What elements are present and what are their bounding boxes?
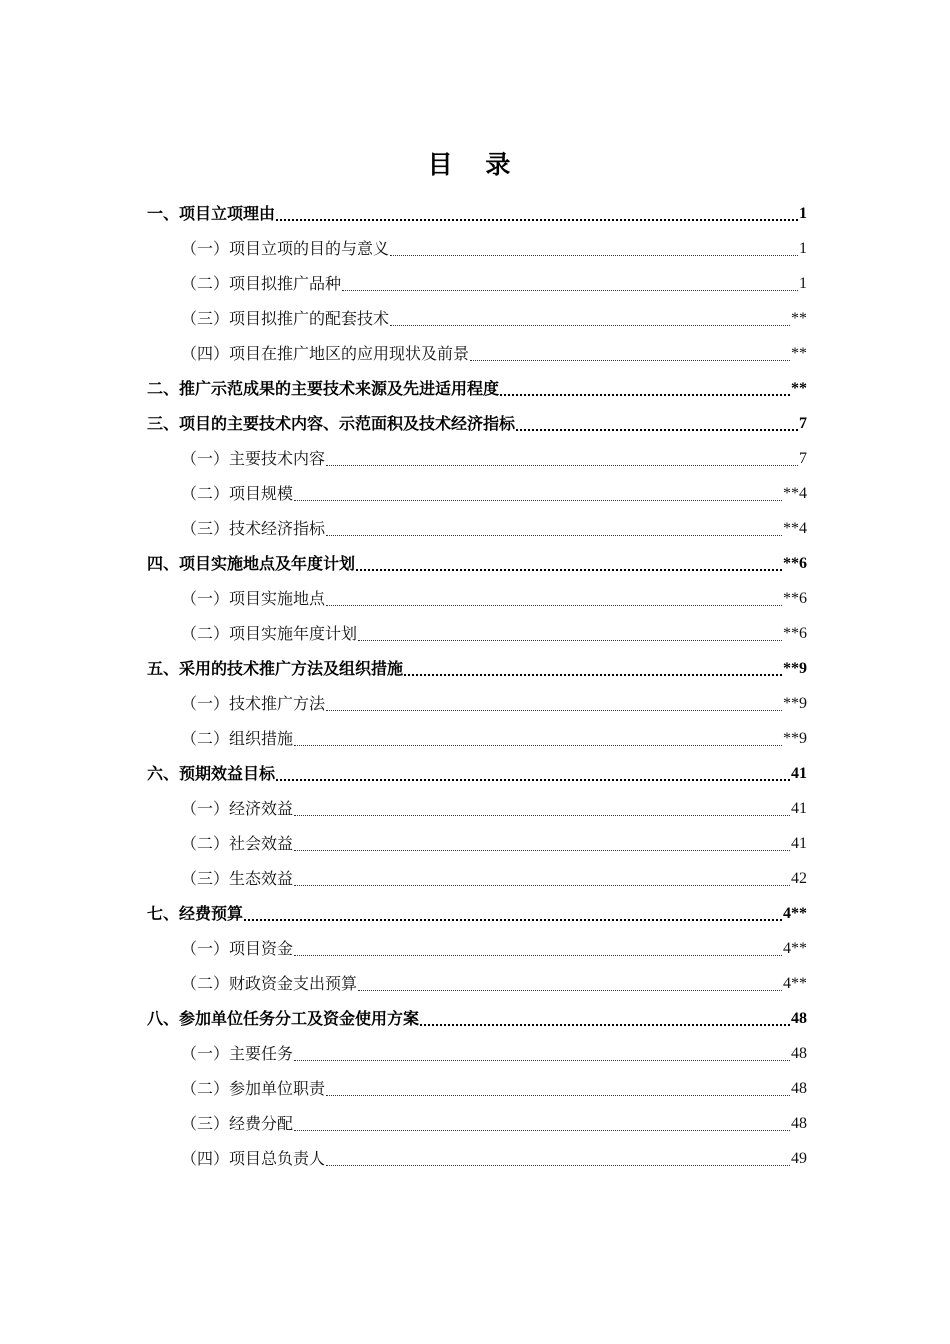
toc-entry-label: （一）主要技术内容 [181,449,326,468]
dot-leader [294,731,782,746]
dot-leader [420,1010,790,1026]
toc-subsection-entry[interactable] [147,854,807,889]
dot-leader [326,696,782,711]
toc-entry-page-number: 48 [791,1115,807,1132]
toc-entry-label: （二）参加单位职责 [181,1079,326,1098]
dot-leader [276,205,798,221]
toc-entry-label: （一）项目资金 [181,939,294,958]
toc-entry-label: （一）主要任务 [181,1044,294,1063]
toc-section-entry[interactable] [147,539,807,574]
dot-leader [326,451,798,466]
toc-entry-page-number: 41 [791,800,807,817]
toc-entry-page-number: **6 [783,625,807,642]
toc-subsection-entry[interactable] [147,259,807,294]
toc-subsection-entry[interactable] [147,784,807,819]
dot-leader [276,765,790,781]
toc-entry-page-number: 42 [791,870,807,887]
toc-entry-page-number: 4** [783,905,807,922]
toc-entry-page-number: 1 [799,240,807,257]
toc-subsection-entry[interactable] [147,329,807,364]
dot-leader [326,591,782,606]
dot-leader [500,380,790,396]
dot-leader [294,836,790,851]
toc-subsection-entry[interactable] [147,1099,807,1134]
toc-entry-page-number: 48 [791,1045,807,1062]
toc-entry-label: 八、参加单位任务分工及资金使用方案 [147,1009,420,1028]
toc-entry-label: 七、经费预算 [147,904,244,923]
dot-leader [326,1081,790,1096]
toc-subsection-entry[interactable] [147,924,807,959]
toc-entry-page-number: 4** [783,940,807,957]
dot-leader [390,241,798,256]
toc-entry-label: （二）社会效益 [181,834,294,853]
toc-entry-label: （一）技术推广方法 [181,694,326,713]
toc-entry-page-number: **6 [783,555,807,572]
dot-leader [516,415,798,431]
toc-entry-label: （二）项目拟推广品种 [181,274,342,293]
toc-entry-page-number: 7 [799,415,807,432]
toc-entry-page-number: ** [791,380,807,397]
toc-section-entry[interactable] [147,644,807,679]
toc-subsection-entry[interactable] [147,1029,807,1064]
toc-entry-page-number: 7 [799,450,807,467]
table-of-contents [147,189,807,1169]
toc-entry-label: 一、项目立项理由 [147,204,276,223]
toc-entry-label: （三）技术经济指标 [181,519,326,538]
toc-subsection-entry[interactable] [147,469,807,504]
dot-leader [356,555,782,571]
toc-subsection-entry[interactable] [147,434,807,469]
dot-leader [404,660,782,676]
dot-leader [294,486,782,501]
toc-subsection-entry[interactable] [147,609,807,644]
toc-entry-label: （四）项目总负责人 [181,1149,326,1168]
dot-leader [294,871,790,886]
toc-entry-label: （二）项目实施年度计划 [181,624,358,643]
toc-section-entry[interactable] [147,994,807,1029]
toc-subsection-entry[interactable] [147,1134,807,1169]
page-title: 目 录 [427,150,523,179]
toc-entry-page-number: **9 [783,695,807,712]
toc-entry-page-number: 49 [791,1150,807,1167]
toc-entry-label: （三）生态效益 [181,869,294,888]
toc-entry-label: 六、预期效益目标 [147,764,276,783]
toc-subsection-entry[interactable] [147,679,807,714]
toc-entry-page-number: 1 [799,275,807,292]
toc-entry-label: （一）项目实施地点 [181,589,326,608]
toc-entry-page-number: 1 [799,205,807,222]
toc-entry-label: （二）项目规模 [181,484,294,503]
toc-subsection-entry[interactable] [147,294,807,329]
toc-entry-label: （四）项目在推广地区的应用现状及前景 [181,344,470,363]
dot-leader [342,276,798,291]
toc-subsection-entry[interactable] [147,714,807,749]
toc-entry-page-number: 48 [791,1080,807,1097]
dot-leader [294,941,782,956]
toc-section-entry[interactable] [147,889,807,924]
dot-leader [244,905,782,921]
toc-entry-label: （二）组织措施 [181,729,294,748]
toc-entry-page-number: ** [791,345,807,362]
toc-subsection-entry[interactable] [147,504,807,539]
toc-section-entry[interactable] [147,364,807,399]
dot-leader [390,311,790,326]
toc-entry-page-number: 41 [791,765,807,782]
toc-section-entry[interactable] [147,189,807,224]
dot-leader [326,1151,790,1166]
toc-subsection-entry[interactable] [147,224,807,259]
toc-entry-label: （二）财政资金支出预算 [181,974,358,993]
dot-leader [358,626,782,641]
toc-entry-page-number: 4** [783,975,807,992]
toc-entry-label: 四、项目实施地点及年度计划 [147,554,356,573]
toc-entry-page-number: ** [791,310,807,327]
dot-leader [326,521,782,536]
toc-entry-page-number: **6 [783,590,807,607]
toc-entry-page-number: **4 [783,485,807,502]
toc-subsection-entry[interactable] [147,819,807,854]
toc-entry-label: 五、采用的技术推广方法及组织措施 [147,659,404,678]
toc-section-entry[interactable] [147,749,807,784]
toc-subsection-entry[interactable] [147,959,807,994]
dot-leader [470,346,790,361]
toc-subsection-entry[interactable] [147,1064,807,1099]
dot-leader [358,976,782,991]
toc-entry-label: （一）项目立项的目的与意义 [181,239,390,258]
toc-section-entry[interactable] [147,399,807,434]
toc-entry-page-number: **4 [783,520,807,537]
toc-entry-label: 三、项目的主要技术内容、示范面积及技术经济指标 [147,414,516,433]
toc-entry-page-number: **9 [783,660,807,677]
dot-leader [294,1116,790,1131]
toc-entry-label: （三）项目拟推广的配套技术 [181,309,390,328]
toc-entry-page-number: 48 [791,1010,807,1027]
toc-subsection-entry[interactable] [147,574,807,609]
toc-entry-label: 二、推广示范成果的主要技术来源及先进适用程度 [147,379,500,398]
dot-leader [294,801,790,816]
toc-entry-page-number: 41 [791,835,807,852]
toc-entry-page-number: **9 [783,730,807,747]
toc-entry-label: （三）经费分配 [181,1114,294,1133]
dot-leader [294,1046,790,1061]
toc-entry-label: （一）经济效益 [181,799,294,818]
